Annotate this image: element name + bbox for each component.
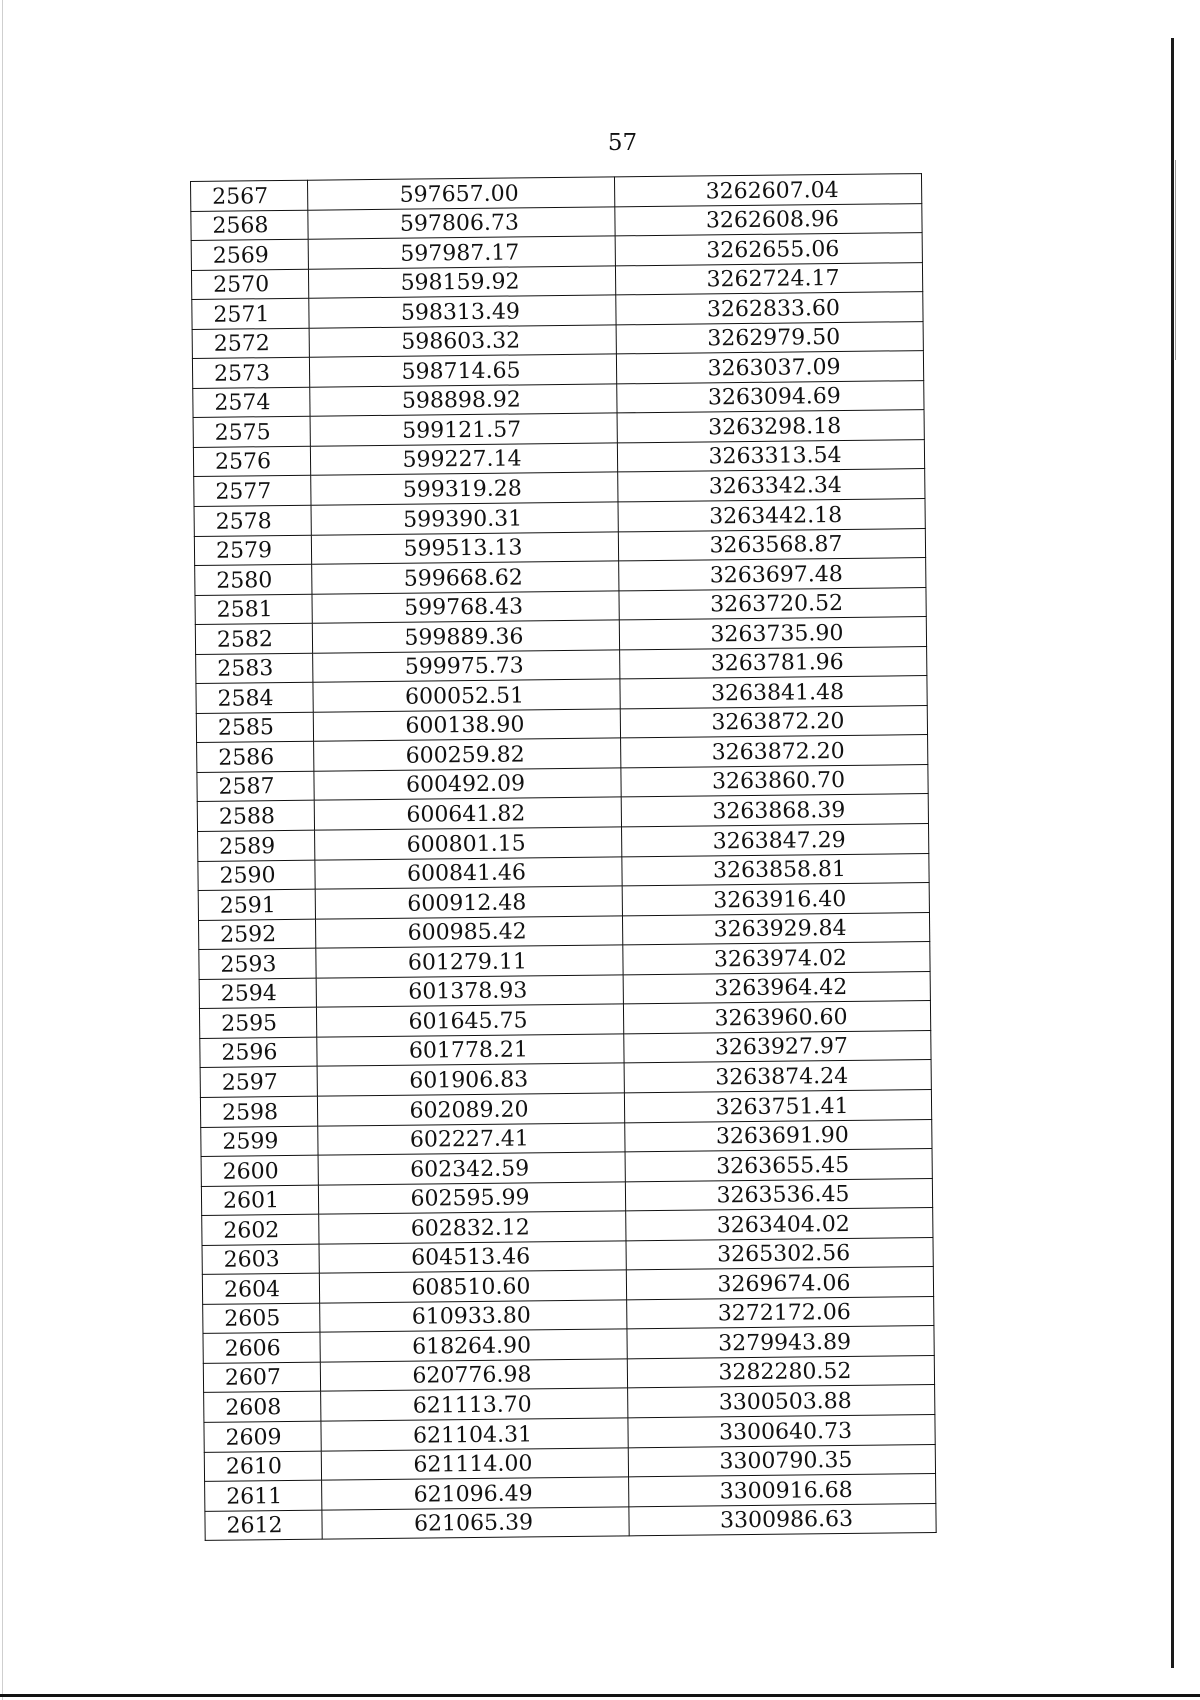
x-coordinate-cell: 610933.80 <box>320 1300 627 1333</box>
y-coordinate-cell: 3262833.60 <box>616 292 923 325</box>
x-coordinate-cell: 602089.20 <box>317 1093 624 1126</box>
x-coordinate-cell: 601645.75 <box>316 1004 623 1037</box>
x-coordinate-cell: 599975.73 <box>313 650 620 683</box>
y-coordinate-cell: 3263655.45 <box>625 1149 932 1182</box>
x-coordinate-cell: 621096.49 <box>322 1477 629 1510</box>
point-id-cell: 2574 <box>193 387 310 418</box>
y-coordinate-cell: 3300503.88 <box>628 1385 935 1418</box>
x-coordinate-cell: 599390.31 <box>311 502 618 535</box>
x-coordinate-cell: 601906.83 <box>317 1063 624 1096</box>
y-coordinate-cell: 3263872.20 <box>620 705 927 738</box>
point-id-cell: 2611 <box>205 1480 322 1511</box>
y-coordinate-cell: 3263691.90 <box>625 1119 932 1152</box>
y-coordinate-cell: 3263342.34 <box>618 469 925 502</box>
point-id-cell: 2586 <box>197 742 314 773</box>
point-id-cell: 2607 <box>203 1362 320 1393</box>
x-coordinate-cell: 604513.46 <box>319 1241 626 1274</box>
x-coordinate-cell: 599121.57 <box>310 413 617 446</box>
y-coordinate-cell: 3269674.06 <box>626 1267 933 1300</box>
point-id-cell: 2590 <box>198 860 315 891</box>
point-id-cell: 2581 <box>195 594 312 625</box>
y-coordinate-cell: 3300916.68 <box>629 1474 936 1507</box>
page-number: 57 <box>607 130 638 156</box>
point-id-cell: 2587 <box>197 771 314 802</box>
y-coordinate-cell: 3263568.87 <box>618 528 925 561</box>
x-coordinate-cell: 602342.59 <box>318 1152 625 1185</box>
y-coordinate-cell: 3263735.90 <box>619 617 926 650</box>
x-coordinate-cell: 601279.11 <box>316 945 623 978</box>
y-coordinate-cell: 3263313.54 <box>617 439 924 472</box>
point-id-cell: 2588 <box>197 801 314 832</box>
point-id-cell: 2604 <box>202 1273 319 1304</box>
point-id-cell: 2605 <box>203 1303 320 1334</box>
point-id-cell: 2610 <box>204 1451 321 1482</box>
y-coordinate-cell: 3263298.18 <box>617 410 924 443</box>
point-id-cell: 2575 <box>193 417 310 448</box>
y-coordinate-cell: 3262655.06 <box>615 233 922 266</box>
point-id-cell: 2606 <box>203 1332 320 1363</box>
y-coordinate-cell: 3262724.17 <box>615 262 922 295</box>
x-coordinate-cell: 600259.82 <box>314 738 621 771</box>
x-coordinate-cell: 598159.92 <box>308 266 615 299</box>
y-coordinate-cell: 3262607.04 <box>614 174 921 207</box>
x-coordinate-cell: 621104.31 <box>321 1418 628 1451</box>
y-coordinate-cell: 3272172.06 <box>627 1296 934 1329</box>
x-coordinate-cell: 621065.39 <box>322 1506 629 1539</box>
y-coordinate-cell: 3300986.63 <box>629 1503 936 1536</box>
point-id-cell: 2576 <box>193 446 310 477</box>
point-id-cell: 2580 <box>195 564 312 595</box>
x-coordinate-cell: 608510.60 <box>319 1270 626 1303</box>
point-id-cell: 2568 <box>191 210 308 241</box>
x-coordinate-cell: 620776.98 <box>320 1359 627 1392</box>
x-coordinate-cell: 618264.90 <box>320 1329 627 1362</box>
y-coordinate-cell: 3263974.02 <box>623 942 930 975</box>
y-coordinate-cell: 3265302.56 <box>626 1237 933 1270</box>
x-coordinate-cell: 600641.82 <box>314 797 621 830</box>
y-coordinate-cell: 3300640.73 <box>628 1414 935 1447</box>
point-id-cell: 2571 <box>192 298 309 329</box>
x-coordinate-cell: 601378.93 <box>316 975 623 1008</box>
point-id-cell: 2594 <box>199 978 316 1009</box>
x-coordinate-cell: 597806.73 <box>308 206 615 239</box>
point-id-cell: 2596 <box>200 1037 317 1068</box>
x-coordinate-cell: 598603.32 <box>309 325 616 358</box>
point-id-cell: 2602 <box>202 1214 319 1245</box>
y-coordinate-cell: 3263781.96 <box>620 646 927 679</box>
point-id-cell: 2600 <box>201 1155 318 1186</box>
x-coordinate-cell: 600985.42 <box>315 916 622 949</box>
x-coordinate-cell: 597987.17 <box>308 236 615 269</box>
point-id-cell: 2572 <box>192 328 309 359</box>
y-coordinate-cell: 3263874.24 <box>624 1060 931 1093</box>
y-coordinate-cell: 3263720.52 <box>619 587 926 620</box>
y-coordinate-cell: 3262979.50 <box>616 321 923 354</box>
x-coordinate-cell: 598898.92 <box>310 384 617 417</box>
point-id-cell: 2578 <box>194 505 311 536</box>
y-coordinate-cell: 3263916.40 <box>622 883 929 916</box>
scan-left-edge <box>2 0 3 1700</box>
y-coordinate-cell: 3263751.41 <box>624 1089 931 1122</box>
y-coordinate-cell: 3263929.84 <box>622 912 929 945</box>
x-coordinate-cell: 600801.15 <box>315 827 622 860</box>
x-coordinate-cell: 600138.90 <box>313 709 620 742</box>
x-coordinate-cell: 602595.99 <box>318 1181 625 1214</box>
coordinate-table-body <box>191 174 937 1541</box>
y-coordinate-cell: 3279943.89 <box>627 1326 934 1359</box>
y-coordinate-cell: 3263860.70 <box>621 764 928 797</box>
point-id-cell: 2595 <box>199 1007 316 1038</box>
point-id-cell: 2612 <box>205 1510 322 1541</box>
y-coordinate-cell: 3263094.69 <box>617 380 924 413</box>
point-id-cell: 2573 <box>192 357 309 388</box>
point-id-cell: 2608 <box>204 1392 321 1423</box>
point-id-cell: 2589 <box>198 830 315 861</box>
x-coordinate-cell: 600841.46 <box>315 856 622 889</box>
scan-right-edge <box>1171 38 1174 1668</box>
x-coordinate-cell: 599227.14 <box>310 443 617 476</box>
y-coordinate-cell: 3263858.81 <box>622 853 929 886</box>
x-coordinate-cell: 621114.00 <box>321 1447 628 1480</box>
x-coordinate-cell: 600912.48 <box>315 886 622 919</box>
point-id-cell: 2603 <box>202 1244 319 1275</box>
point-id-cell: 2599 <box>201 1126 318 1157</box>
y-coordinate-cell: 3263847.29 <box>622 824 929 857</box>
point-id-cell: 2579 <box>194 535 311 566</box>
x-coordinate-cell: 602832.12 <box>319 1211 626 1244</box>
y-coordinate-cell: 3263841.48 <box>620 676 927 709</box>
scan-bottom-edge <box>0 1694 1200 1697</box>
scan-right-mark <box>1175 160 1176 360</box>
y-coordinate-cell: 3263697.48 <box>619 558 926 591</box>
point-id-cell: 2567 <box>191 180 308 211</box>
coordinate-table <box>190 173 937 1541</box>
point-id-cell: 2569 <box>191 239 308 270</box>
point-id-cell: 2593 <box>199 948 316 979</box>
x-coordinate-cell: 598313.49 <box>309 295 616 328</box>
y-coordinate-cell: 3263404.02 <box>626 1208 933 1241</box>
point-id-cell: 2577 <box>194 476 311 507</box>
point-id-cell: 2582 <box>195 623 312 654</box>
x-coordinate-cell: 602227.41 <box>318 1122 625 1155</box>
y-coordinate-cell: 3263536.45 <box>625 1178 932 1211</box>
y-coordinate-cell: 3263037.09 <box>616 351 923 384</box>
y-coordinate-cell: 3300790.35 <box>628 1444 935 1477</box>
x-coordinate-cell: 597657.00 <box>307 177 614 210</box>
x-coordinate-cell: 601778.21 <box>317 1034 624 1067</box>
y-coordinate-cell: 3263442.18 <box>618 499 925 532</box>
y-coordinate-cell: 3263964.42 <box>623 971 930 1004</box>
x-coordinate-cell: 599768.43 <box>312 591 619 624</box>
y-coordinate-cell: 3263868.39 <box>621 794 928 827</box>
x-coordinate-cell: 600492.09 <box>314 768 621 801</box>
y-coordinate-cell: 3263960.60 <box>623 1001 930 1034</box>
x-coordinate-cell: 599668.62 <box>312 561 619 594</box>
x-coordinate-cell: 600052.51 <box>313 679 620 712</box>
point-id-cell: 2583 <box>196 653 313 684</box>
point-id-cell: 2584 <box>196 682 313 713</box>
y-coordinate-cell: 3263927.97 <box>624 1030 931 1063</box>
point-id-cell: 2592 <box>198 919 315 950</box>
x-coordinate-cell: 599513.13 <box>311 531 618 564</box>
x-coordinate-cell: 621113.70 <box>321 1388 628 1421</box>
point-id-cell: 2585 <box>196 712 313 743</box>
point-id-cell: 2601 <box>201 1185 318 1216</box>
y-coordinate-cell: 3263872.20 <box>621 735 928 768</box>
coordinate-table-container <box>190 173 937 1541</box>
y-coordinate-cell: 3262608.96 <box>615 203 922 236</box>
point-id-cell: 2591 <box>198 889 315 920</box>
point-id-cell: 2609 <box>204 1421 321 1452</box>
y-coordinate-cell: 3282280.52 <box>627 1355 934 1388</box>
point-id-cell: 2598 <box>200 1096 317 1127</box>
point-id-cell: 2597 <box>200 1067 317 1098</box>
x-coordinate-cell: 599889.36 <box>312 620 619 653</box>
x-coordinate-cell: 598714.65 <box>309 354 616 387</box>
x-coordinate-cell: 599319.28 <box>311 472 618 505</box>
point-id-cell: 2570 <box>191 269 308 300</box>
